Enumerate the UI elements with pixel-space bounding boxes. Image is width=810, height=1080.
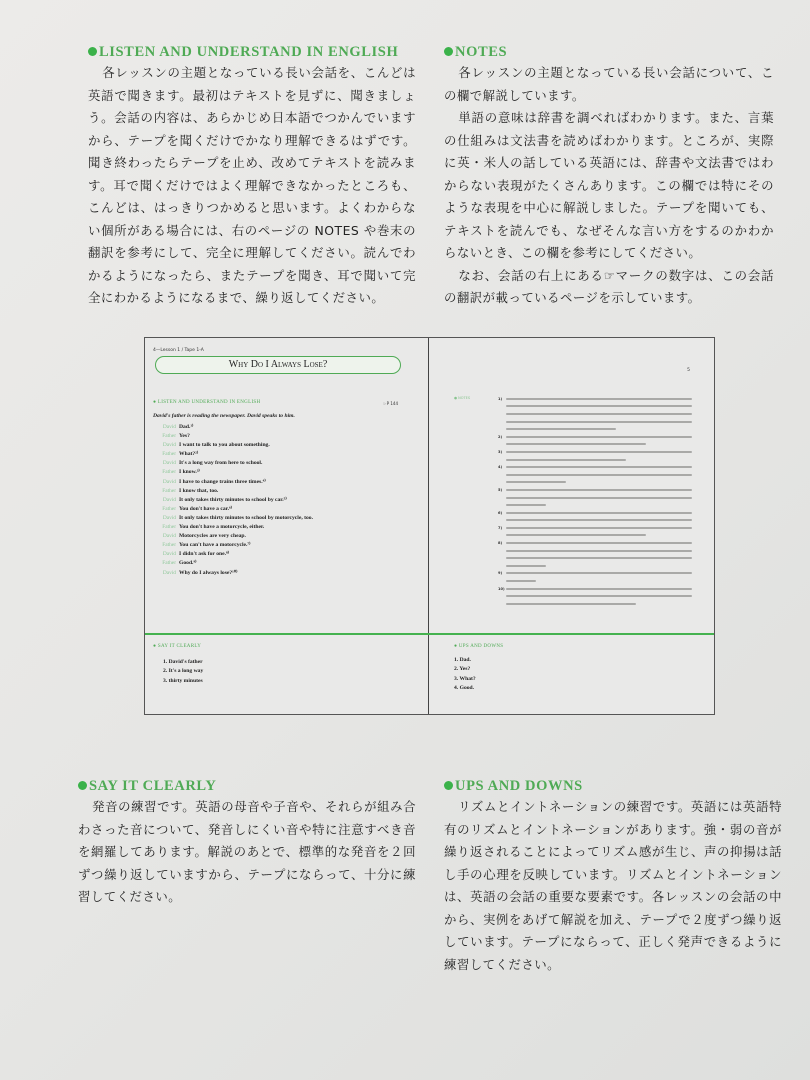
ups-item: 2. Yes? xyxy=(454,666,471,673)
dialogue-line: David Dad.¹⁾ xyxy=(162,424,194,430)
dialogue xyxy=(151,423,313,578)
mini-say-heading: ● SAY IT CLEARLY xyxy=(153,644,202,649)
say-it-clearly-section xyxy=(78,776,416,909)
green-divider xyxy=(145,633,714,635)
dialogue-line: David Motorcycles are very cheap. xyxy=(162,533,246,540)
notes-section xyxy=(444,42,774,310)
dialogue-line: David It only takes thirty minutes to school by motorcycle, too. xyxy=(162,514,313,521)
ups-item: 4. Good. xyxy=(454,684,475,691)
mini-notes-label: ● NOTES xyxy=(454,396,471,400)
dialogue-line: Father Yes? xyxy=(162,433,190,440)
sample-page-spread xyxy=(144,337,715,715)
say-heading: SAY IT CLEARLY xyxy=(78,776,416,796)
sample-right-page xyxy=(430,338,714,714)
ups-and-downs-section xyxy=(444,776,782,976)
ups-item: 1. Dad. xyxy=(454,657,471,663)
dialogue-line: David It only takes thirty minutes to school by car.⁵⁾ xyxy=(162,496,287,503)
ups-item: 3. What? xyxy=(454,675,476,682)
notes-heading: NOTES xyxy=(444,42,774,62)
listen-heading: LISTEN AND UNDERSTAND IN ENGLISH xyxy=(88,42,416,62)
notes-text-block: 1) 2) 3) 4) 5) 6) 7) 8) 9) 10) xyxy=(498,395,694,608)
dialogue-line: David Why do I always lose?¹⁰⁾ xyxy=(162,569,238,576)
dialogue-line: Father I know.³⁾ xyxy=(162,469,200,476)
say-item: 1. David's father xyxy=(163,659,203,665)
say-body: 発音の練習です。英語の母音や子音や、それらが組み合わさった音について、発音しにくい音や特に注意すべき音を網羅してあります。解説のあとで、標準的な発音を２回ずつ繰り返していますから、テープにならって、十分に練習してください。 xyxy=(78,799,416,904)
dialogue-line: Father You don't have a car.⁶⁾ xyxy=(162,505,233,512)
listen-body: 各レッスンの主題となっている長い会話を、こんどは英語で聞きます。最初はテキストを見ずに、聞きましょう。会話の内容は、あらかじめ日本語でつかんでいますから、テープを聞くだけでかなり理解できるはずです。聞き終わったらテープを止め、改めてテキストを読みます。耳で聞くだけではよく理解できなかったところも、こんどは、はっきりつかめると思います。よくわからない個所がある場合には、右のページの NOTES や巻末の翻訳を参考にして、完全に理解してください。読んでわかるようになったら、またテープを聞き、耳で聞いて完全にわかるようになるまで、繰り返してください。 xyxy=(88,65,416,305)
notes-paragraph-2: 単語の意味は辞書を調べればわかります。また、言葉の仕組みは文法書を読めばわかります。ところが、実際に英・米人の話している英語には、辞書や文法書ではわからない表現がたくさんあります。この欄では特にそのような表現を中心に解説しました。テープを聞いても、テキストを読んでも、なぜそんな言い方をするのかわからないとき、この欄を参考にしてください。 xyxy=(444,110,774,260)
listen-section xyxy=(88,42,416,310)
bullet-dot-icon xyxy=(444,47,453,56)
mini-ups-list xyxy=(454,656,476,693)
say-item: 2. It's a long way xyxy=(163,668,204,675)
dialogue-line: David I didn't ask for one.⁸⁾ xyxy=(162,551,230,558)
dialogue-line: Father What?²⁾ xyxy=(162,451,199,458)
ups-heading: UPS AND DOWNS xyxy=(444,776,782,796)
page-number: 5 xyxy=(687,368,690,373)
bullet-dot-icon xyxy=(88,47,97,56)
ups-body: リズムとイントネーションの練習です。英語には英語特有のリズムとイントネーションがあります。強・弱の音が繰り返されることによってリズム感が生じ、声の抑揚は話し手の心理を反映しています。リズムとイントネーションは、英語の会話の重要な要素です。各レッスンの会話の中から、実例をあげて解説を加え、テープで２度ずつ繰り返しています。テープにならって、正しく発声できるように練習してください。 xyxy=(444,799,782,972)
mini-say-list xyxy=(163,658,203,686)
bullet-dot-icon xyxy=(444,781,453,790)
dialogue-line: David I want to talk to you about something. xyxy=(162,442,270,449)
dialogue-line: David I have to change trains three times.⁴⁾ xyxy=(162,478,266,485)
lesson-title: Why Do I Always Lose? xyxy=(155,356,401,374)
dialogue-line: Father Good.⁹⁾ xyxy=(162,560,197,567)
sample-left-page xyxy=(145,338,428,714)
running-head: 4—Lesson 1 / Tape 1-A xyxy=(153,348,204,353)
mini-listen-heading: ● LISTEN AND UNDERSTAND IN ENGLISH xyxy=(153,400,261,405)
scene-description: David's father is reading the newspaper. David speaks to him. xyxy=(153,413,295,419)
dialogue-line: Father You can't have a motorcycle.⁷⁾ xyxy=(162,542,251,549)
mini-ups-heading: ● UPS AND DOWNS xyxy=(454,644,504,649)
notes-paragraph-1: 各レッスンの主題となっている長い会話について、この欄で解説しています。 xyxy=(444,65,774,103)
say-item: 3. thirty minutes xyxy=(163,677,203,684)
translation-ref: ☞P 144 xyxy=(383,401,398,406)
notes-paragraph-3: なお、会話の右上にある☞マークの数字は、この会話の翻訳が載っているページを示しています。 xyxy=(444,267,774,305)
dialogue-line: Father I know that, too. xyxy=(162,487,219,494)
dialogue-line: David It's a long way from here to school. xyxy=(162,460,263,467)
bullet-dot-icon xyxy=(78,781,87,790)
dialogue-line: Father You don't have a motorcycle, either. xyxy=(162,524,265,531)
